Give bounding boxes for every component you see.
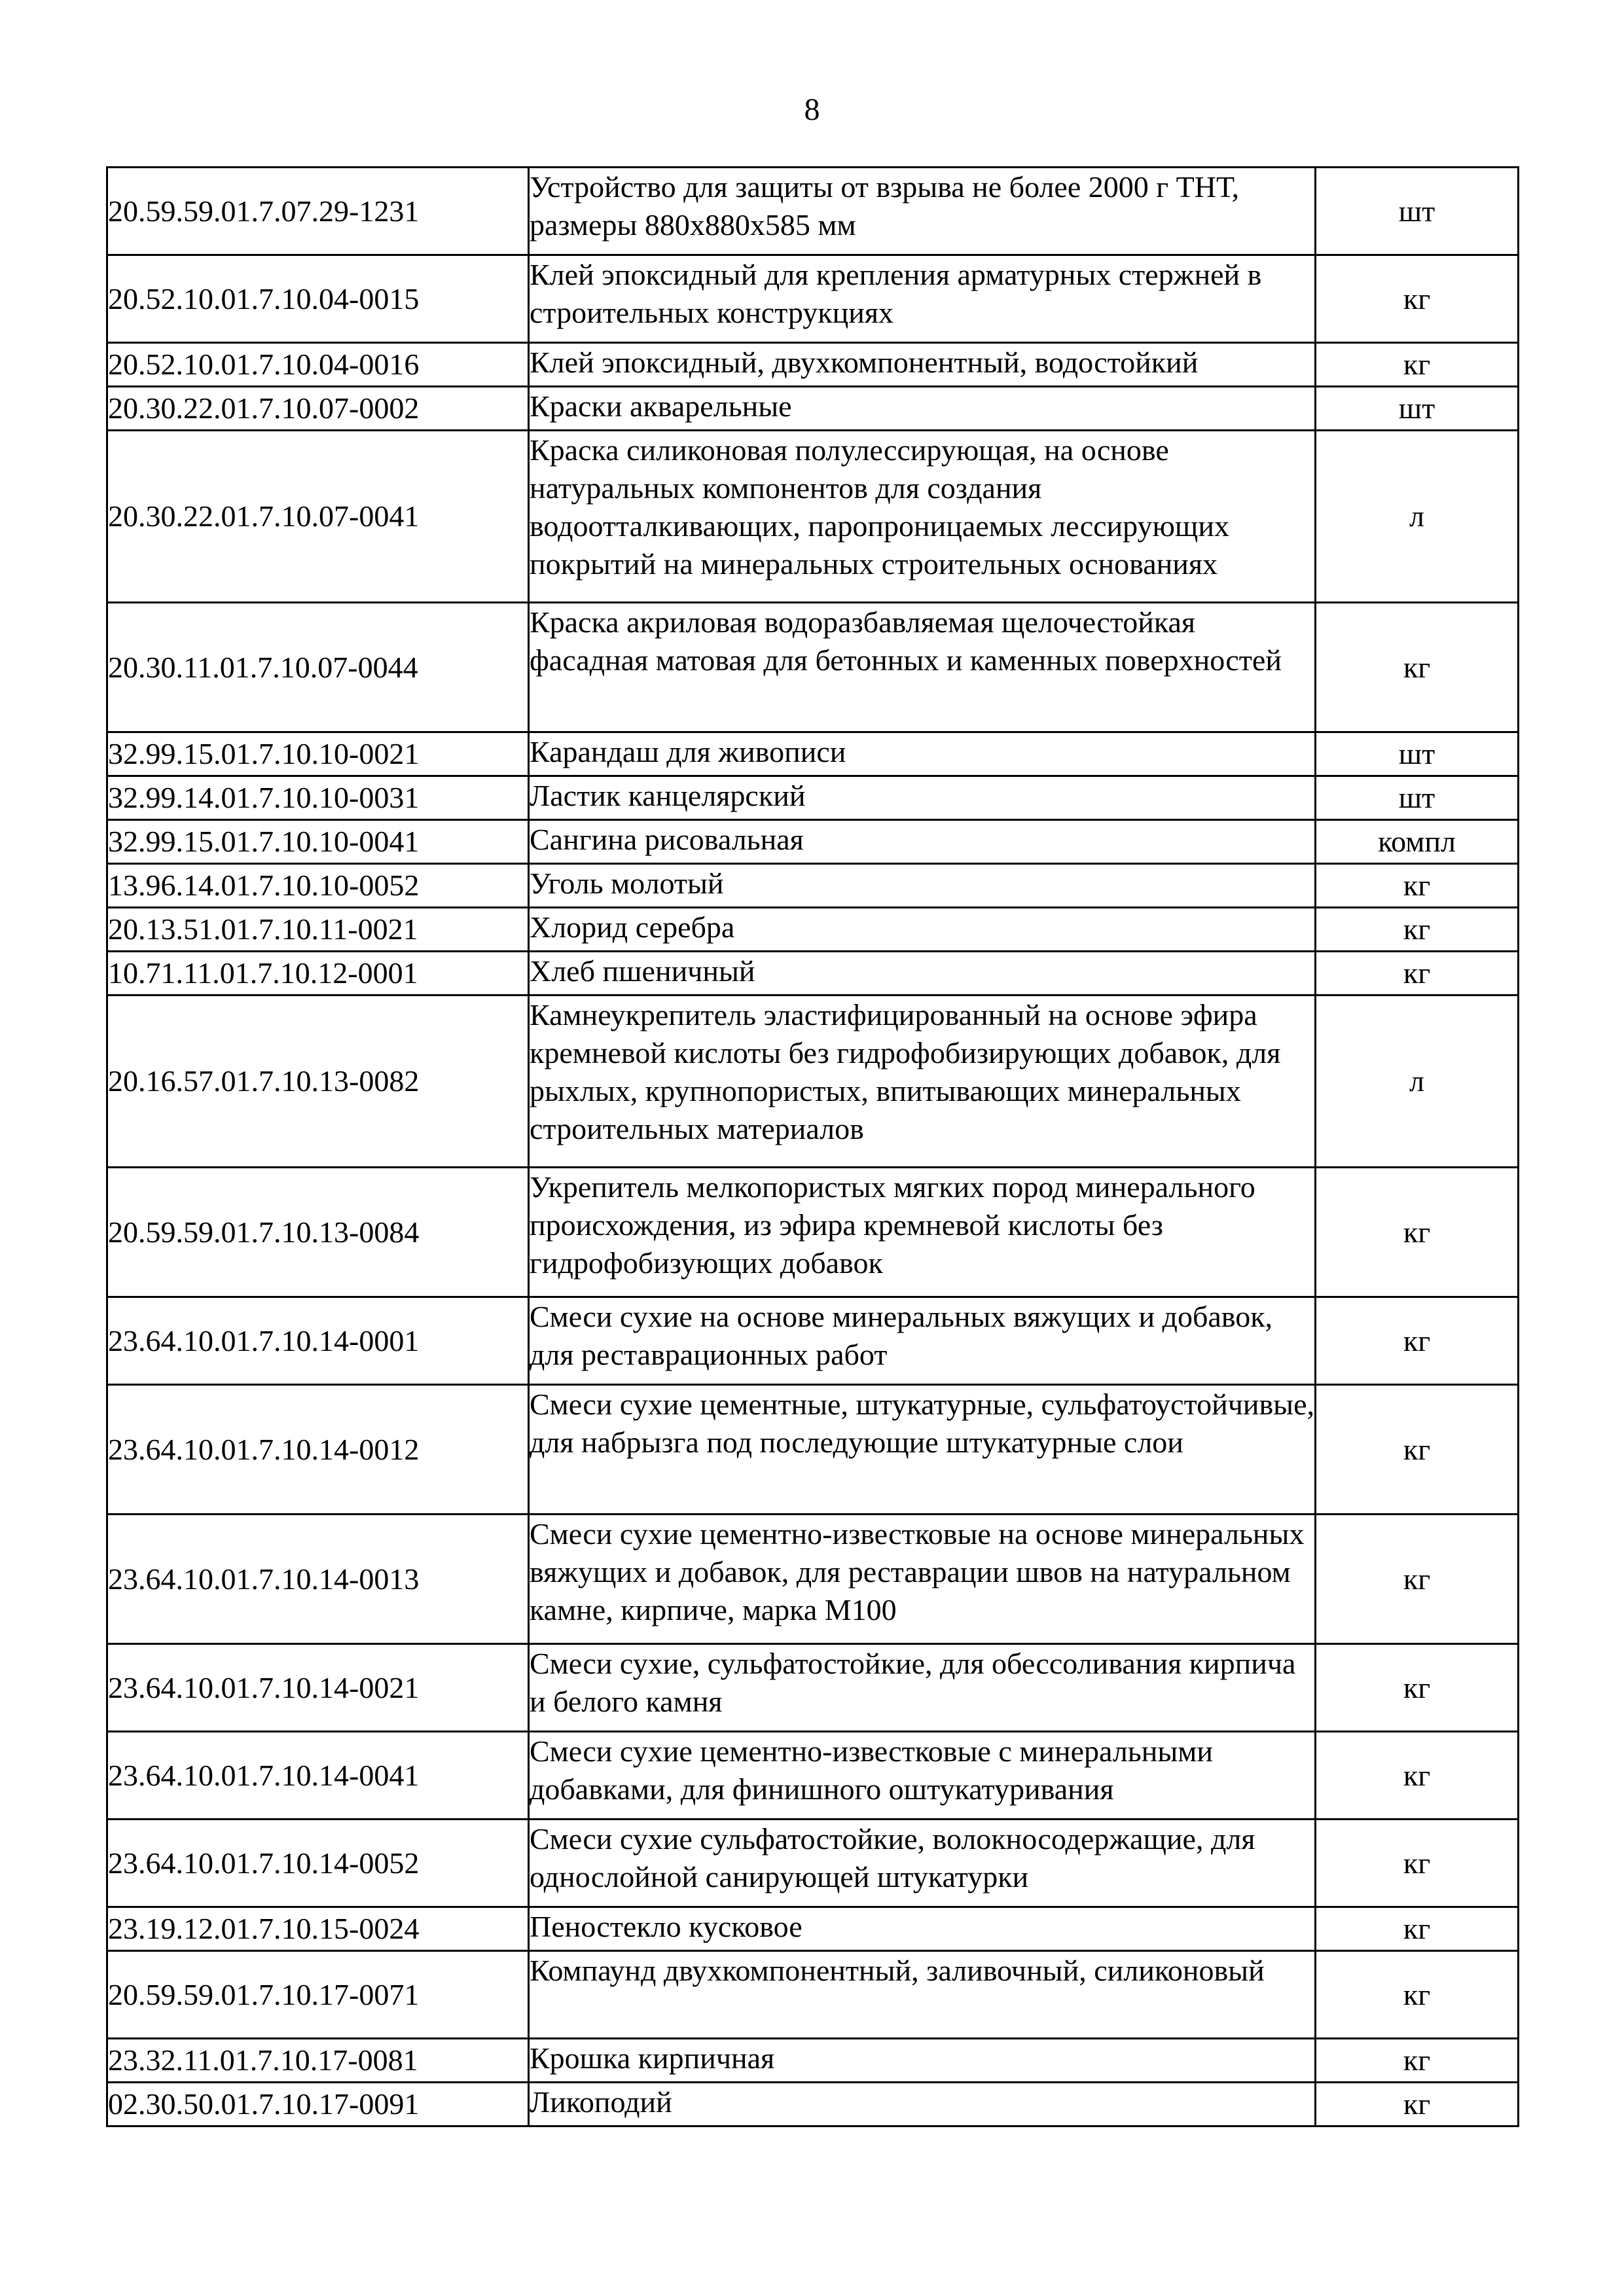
table-row — [107, 996, 1519, 1168]
table-row — [107, 1951, 1519, 2039]
resource-code: 20.16.57.01.7.10.13-0082 — [107, 996, 529, 1168]
resource-name: Сангина рисовальная — [529, 820, 1316, 864]
table-row — [107, 776, 1519, 820]
table-row — [107, 1907, 1519, 1951]
resource-code: 23.64.10.01.7.10.14-0013 — [107, 1515, 529, 1644]
resource-name: Краска силиконовая полулессирующая, на основе натуральных компонентов для создания водоотталкивающих, паропроницаемых лессирующих покрытий на минеральных строительных основаниях — [529, 431, 1316, 603]
page-number: 8 — [804, 92, 820, 127]
unit-of-measure: кг — [1316, 343, 1519, 387]
resource-name: Смеси сухие цементно-известковые на основе минеральных вяжущих и добавок, для реставрации швов на натуральном камне, кирпиче, марка М100 — [529, 1515, 1316, 1644]
resource-name: Клей эпоксидный, двухкомпонентный, водостойкий — [529, 343, 1316, 387]
unit-of-measure: шт — [1316, 168, 1519, 255]
table-row — [107, 1644, 1519, 1732]
materials-table — [106, 166, 1519, 2127]
unit-of-measure: л — [1316, 431, 1519, 603]
unit-of-measure: кг — [1316, 603, 1519, 732]
unit-of-measure: кг — [1316, 1907, 1519, 1951]
resource-code: 32.99.15.01.7.10.10-0041 — [107, 820, 529, 864]
unit-of-measure: шт — [1316, 776, 1519, 820]
table-row — [107, 820, 1519, 864]
resource-name: Краска акриловая водоразбавляемая щелочестойкая фасадная матовая для бетонных и каменных поверхностей — [529, 603, 1316, 732]
unit-of-measure: шт — [1316, 732, 1519, 776]
resource-code: 20.13.51.01.7.10.11-0021 — [107, 908, 529, 952]
resource-name: Смеси сухие сульфатостойкие, волокносодержащие, для однослойной санирующей штукатурки — [529, 1820, 1316, 1907]
resource-name: Смеси сухие, сульфатостойкие, для обессоливания кирпича и белого камня — [529, 1644, 1316, 1732]
resource-name: Уголь молотый — [529, 864, 1316, 908]
unit-of-measure: кг — [1316, 2083, 1519, 2126]
unit-of-measure: кг — [1316, 1644, 1519, 1732]
resource-code: 13.96.14.01.7.10.10-0052 — [107, 864, 529, 908]
table-row — [107, 732, 1519, 776]
resource-code: 23.19.12.01.7.10.15-0024 — [107, 1907, 529, 1951]
table-row — [107, 1732, 1519, 1820]
table-row — [107, 431, 1519, 603]
unit-of-measure: кг — [1316, 1951, 1519, 2039]
resource-name: Укрепитель мелкопористых мягких пород минерального происхождения, из эфира кремневой кислоты без гидрофобизующих добавок — [529, 1168, 1316, 1297]
unit-of-measure: кг — [1316, 1732, 1519, 1820]
resource-code: 20.30.22.01.7.10.07-0041 — [107, 431, 529, 603]
table-row — [107, 2039, 1519, 2083]
resource-code: 23.64.10.01.7.10.14-0052 — [107, 1820, 529, 1907]
table-row — [107, 387, 1519, 431]
table-row — [107, 1297, 1519, 1385]
table-row — [107, 1515, 1519, 1644]
resource-code: 23.64.10.01.7.10.14-0001 — [107, 1297, 529, 1385]
resource-name: Хлеб пшеничный — [529, 952, 1316, 996]
resource-name: Хлорид серебра — [529, 908, 1316, 952]
table-row — [107, 864, 1519, 908]
resource-name: Камнеукрепитель эластифицированный на основе эфира кремневой кислоты без гидрофобизирующих добавок, для рыхлых, крупнопористых, впитывающих минеральных строительных материалов — [529, 996, 1316, 1168]
resource-code: 20.30.22.01.7.10.07-0002 — [107, 387, 529, 431]
resource-code: 20.59.59.01.7.07.29-1231 — [107, 168, 529, 255]
resource-code: 23.32.11.01.7.10.17-0081 — [107, 2039, 529, 2083]
resource-name: Краски акварельные — [529, 387, 1316, 431]
resource-code: 32.99.14.01.7.10.10-0031 — [107, 776, 529, 820]
unit-of-measure: кг — [1316, 1385, 1519, 1515]
resource-name: Смеси сухие на основе минеральных вяжущих и добавок, для реставрационных работ — [529, 1297, 1316, 1385]
unit-of-measure: кг — [1316, 2039, 1519, 2083]
resource-name: Клей эпоксидный для крепления арматурных стержней в строительных конструкциях — [529, 255, 1316, 343]
unit-of-measure: компл — [1316, 820, 1519, 864]
resource-name: Смеси сухие цементно-известковые с минеральными добавками, для финишного оштукатуривания — [529, 1732, 1316, 1820]
resource-code: 20.52.10.01.7.10.04-0015 — [107, 255, 529, 343]
resource-code: 20.52.10.01.7.10.04-0016 — [107, 343, 529, 387]
resource-code: 23.64.10.01.7.10.14-0041 — [107, 1732, 529, 1820]
unit-of-measure: кг — [1316, 1168, 1519, 1297]
unit-of-measure: л — [1316, 996, 1519, 1168]
resource-name: Ликоподий — [529, 2083, 1316, 2126]
unit-of-measure: кг — [1316, 1820, 1519, 1907]
table-row — [107, 343, 1519, 387]
resource-code: 02.30.50.01.7.10.17-0091 — [107, 2083, 529, 2126]
resource-name: Карандаш для живописи — [529, 732, 1316, 776]
resource-name: Крошка кирпичная — [529, 2039, 1316, 2083]
resource-name: Пеностекло кусковое — [529, 1907, 1316, 1951]
table-row — [107, 952, 1519, 996]
resource-code: 23.64.10.01.7.10.14-0012 — [107, 1385, 529, 1515]
resource-code: 23.64.10.01.7.10.14-0021 — [107, 1644, 529, 1732]
table-row — [107, 1820, 1519, 1907]
table-row — [107, 908, 1519, 952]
table-row — [107, 255, 1519, 343]
resource-code: 20.59.59.01.7.10.17-0071 — [107, 1951, 529, 2039]
resource-code: 20.59.59.01.7.10.13-0084 — [107, 1168, 529, 1297]
unit-of-measure: кг — [1316, 1297, 1519, 1385]
unit-of-measure: кг — [1316, 1515, 1519, 1644]
table-row — [107, 168, 1519, 255]
resource-name: Компаунд двухкомпонентный, заливочный, силиконовый — [529, 1951, 1316, 2039]
unit-of-measure: кг — [1316, 864, 1519, 908]
unit-of-measure: шт — [1316, 387, 1519, 431]
unit-of-measure: кг — [1316, 908, 1519, 952]
resource-code: 32.99.15.01.7.10.10-0021 — [107, 732, 529, 776]
resource-code: 10.71.11.01.7.10.12-0001 — [107, 952, 529, 996]
table-row — [107, 603, 1519, 732]
unit-of-measure: кг — [1316, 952, 1519, 996]
resource-name: Смеси сухие цементные, штукатурные, сульфатоустойчивые, для набрызга под последующие штукатурные слои — [529, 1385, 1316, 1515]
unit-of-measure: кг — [1316, 255, 1519, 343]
table-row — [107, 1168, 1519, 1297]
resource-name: Ластик канцелярский — [529, 776, 1316, 820]
table-row — [107, 2083, 1519, 2126]
table-row — [107, 1385, 1519, 1515]
resource-name: Устройство для защиты от взрыва не более 2000 г ТНТ, размеры 880х880х585 мм — [529, 168, 1316, 255]
resource-code: 20.30.11.01.7.10.07-0044 — [107, 603, 529, 732]
